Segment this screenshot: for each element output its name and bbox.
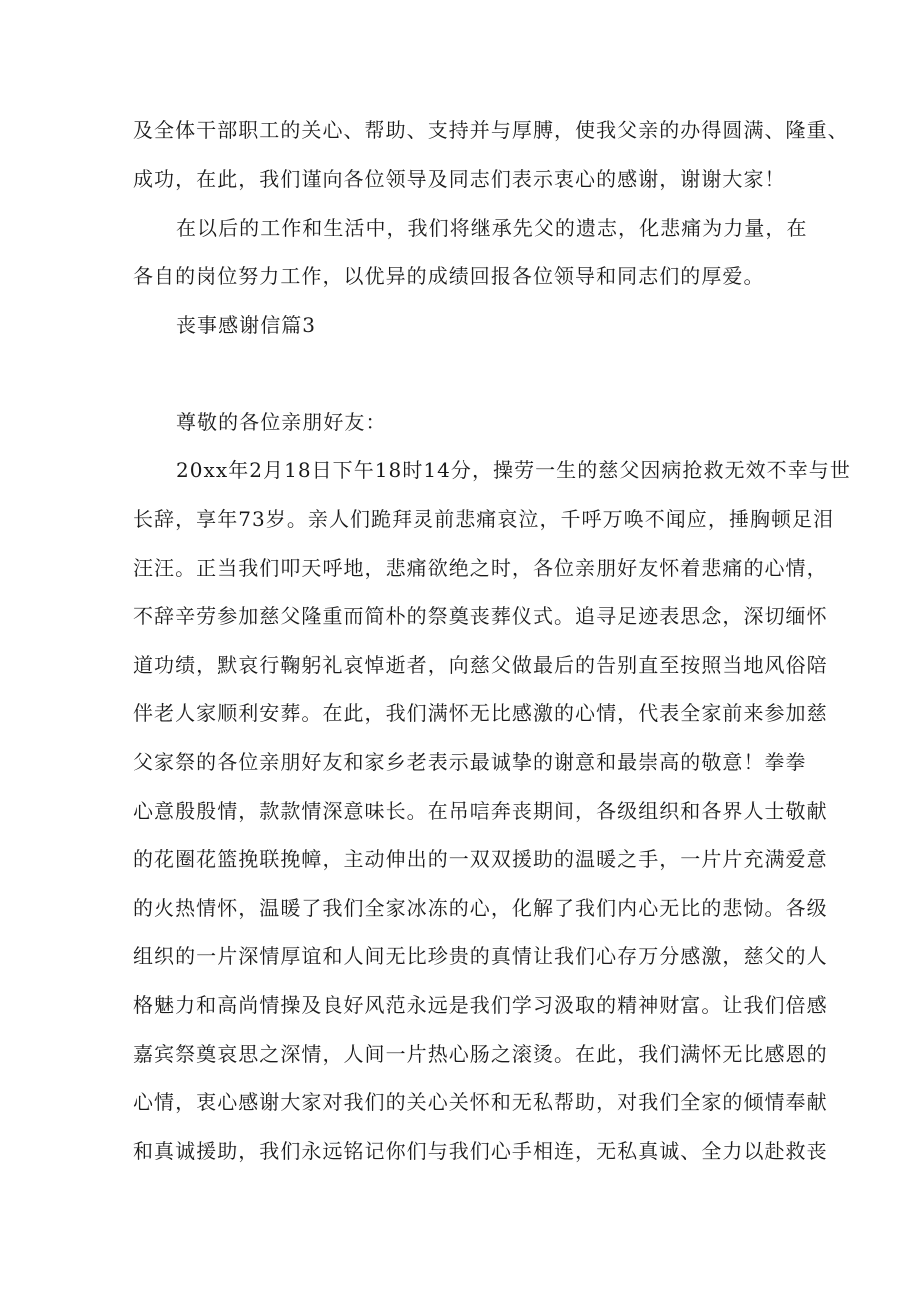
paragraph-line: 心情，衷心感谢大家对我们的关心关怀和无私帮助，对我们全家的倾情奉献	[133, 1090, 828, 1114]
paragraph-line: 心意殷殷情，款款情深意味长。在吊唁奔丧期间，各级组织和各界人士敬献	[133, 799, 828, 823]
paragraph-line: 成功，在此，我们谨向各位领导及同志们表示衷心的感谢，谢谢大家！	[133, 167, 786, 191]
paragraph-line: 的花圈花篮挽联挽幛，主动伸出的一双双援助的温暖之手，一片片充满爱意	[133, 847, 828, 871]
paragraph-line: 格魅力和高尚情操及良好风范永远是我们学习汲取的精神财富。让我们倍感	[133, 993, 828, 1017]
paragraph-line: 汪汪。正当我们叩天呼地，悲痛欲绝之时，各位亲朋好友怀着悲痛的心情，	[133, 556, 828, 580]
paragraph-line: 20xx年2月18日下午18时14分，操劳一生的慈父因病抢救无效不幸与世	[176, 458, 851, 482]
paragraph-line: 和真诚援助，我们永远铭记你们与我们心手相连，无私真诚、全力以赴救丧	[133, 1139, 828, 1163]
paragraph-line: 伴老人家顺利安葬。在此，我们满怀无比感激的心情，代表全家前来参加慈	[133, 701, 828, 725]
section-heading: 丧事感谢信篇3	[176, 313, 317, 337]
paragraph-line: 各自的岗位努力工作，以优异的成绩回报各位领导和同志们的厚爱。	[133, 264, 765, 288]
paragraph-line: 道功绩，默哀行鞠躬礼哀悼逝者，向慈父做最后的告别直至按照当地风俗陪	[133, 653, 828, 677]
paragraph-line: 父家祭的各位亲朋好友和家乡老表示最诚挚的谢意和最崇高的敬意！拳拳	[133, 750, 807, 774]
paragraph-line: 在以后的工作和生活中，我们将继承先父的遗志，化悲痛为力量，在	[176, 216, 808, 240]
paragraph-line: 的火热情怀，温暖了我们全家冰冻的心，化解了我们内心无比的悲恸。各级	[133, 896, 828, 920]
paragraph-line: 嘉宾祭奠哀思之深情，人间一片热心肠之滚烫。在此，我们满怀无比感恩的	[133, 1042, 828, 1066]
paragraph-line: 及全体干部职工的关心、帮助、支持并与厚膊，使我父亲的办得圆满、隆重、	[133, 118, 849, 142]
paragraph-line: 组织的一片深情厚谊和人间无比珍贵的真情让我们心存万分感激，慈父的人	[133, 944, 828, 968]
salutation: 尊敬的各位亲朋好友：	[176, 410, 387, 434]
paragraph-line: 不辞辛劳参加慈父隆重而简朴的祭奠丧葬仪式。追寻足迹表思念，深切缅怀	[133, 604, 828, 628]
paragraph-line: 长辞，享年73岁。亲人们跪拜灵前悲痛哀泣，千呼万唤不闻应，捶胸顿足泪	[133, 507, 835, 531]
